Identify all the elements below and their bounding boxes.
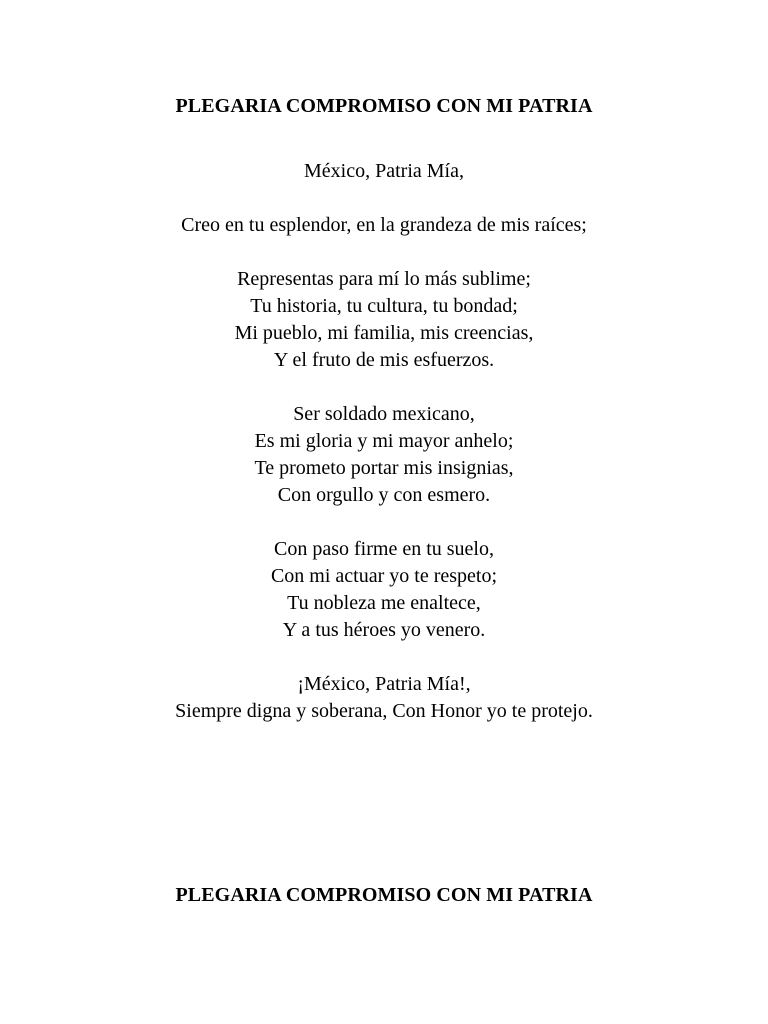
stanza bbox=[0, 212, 768, 239]
poem-line: Mi pueblo, mi familia, mis creencias, bbox=[234, 322, 534, 344]
poem-line: Y a tus héroes yo venero. bbox=[282, 619, 486, 641]
poem-line: ¡México, Patria Mía!, bbox=[297, 673, 471, 695]
poem-line: Es mi gloria y mi mayor anhelo; bbox=[254, 430, 514, 452]
page-title: PLEGARIA COMPROMISO CON MI PATRIA bbox=[175, 95, 593, 117]
poem-line: Tu historia, tu cultura, tu bondad; bbox=[250, 295, 518, 317]
repeated-title: PLEGARIA COMPROMISO CON MI PATRIA bbox=[175, 884, 593, 906]
poem-line: Con paso firme en tu suelo, bbox=[274, 538, 494, 560]
poem-line: Ser soldado mexicano, bbox=[293, 403, 475, 425]
poem-line: Con orgullo y con esmero. bbox=[277, 484, 491, 506]
poem-line: México, Patria Mía, bbox=[304, 160, 464, 182]
stanza bbox=[0, 158, 768, 185]
stanza bbox=[0, 266, 768, 374]
stanza bbox=[0, 536, 768, 644]
poem-line: Siempre digna y soberana, Con Honor yo te protejo. bbox=[175, 700, 593, 722]
stanza bbox=[0, 401, 768, 509]
poem-line: Tu nobleza me enaltece, bbox=[287, 592, 481, 614]
poem-line: Creo en tu esplendor, en la grandeza de mis raíces; bbox=[181, 214, 587, 236]
poem-line: Y el fruto de mis esfuerzos. bbox=[273, 349, 495, 371]
poem-line: Con mi actuar yo te respeto; bbox=[270, 565, 498, 587]
stanza bbox=[0, 671, 768, 725]
poem-body bbox=[0, 158, 768, 752]
poem-line: Te prometo portar mis insignias, bbox=[254, 457, 514, 479]
poem-line: Representas para mí lo más sublime; bbox=[237, 268, 531, 290]
